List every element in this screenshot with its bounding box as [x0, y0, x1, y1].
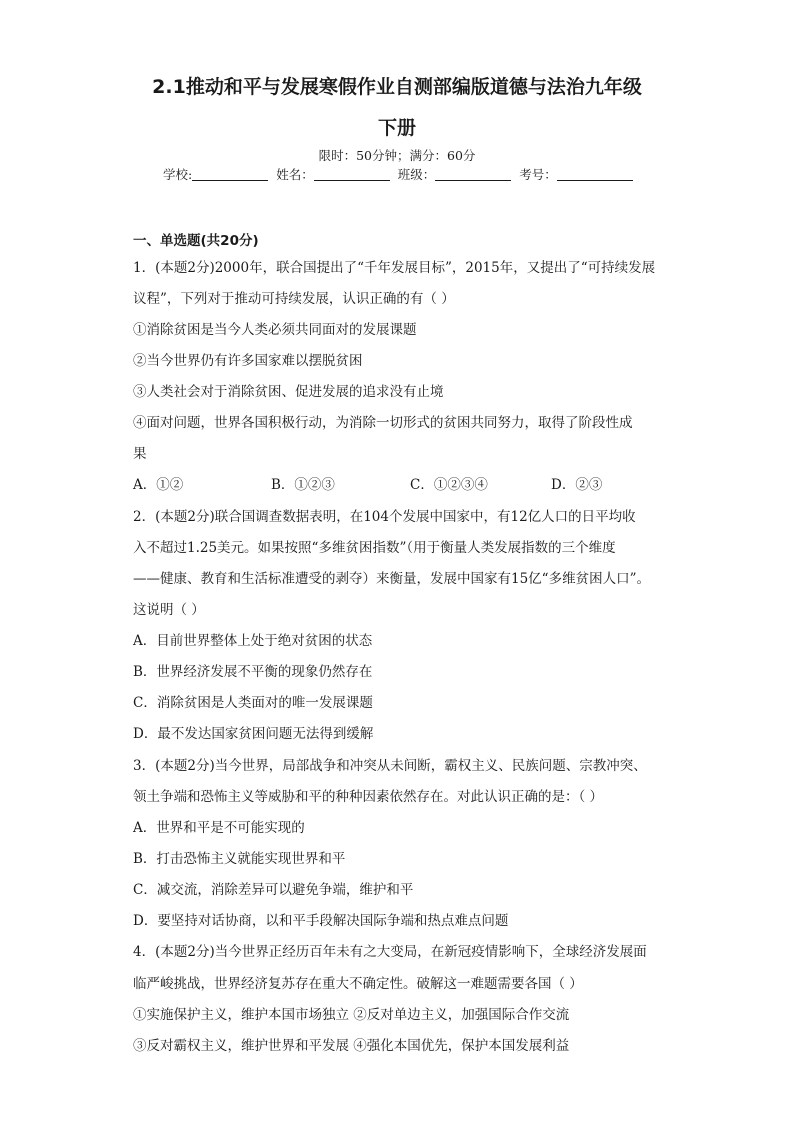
q3-option-b[interactable]: B．打击恐怖主义就能实现世界和平 [133, 851, 346, 867]
q1-statement-4-cont: 果 [133, 446, 147, 462]
q2-stem-line1: 2．(本题2分)联合国调查数据表明，在104个发展中国家中，有12亿人口的日平均收 [133, 509, 636, 525]
number-blank[interactable] [557, 167, 633, 181]
q1-stem-line2: 议程”，下列对于推动可持续发展，认识正确的有（ ） [133, 291, 455, 307]
q2-option-d[interactable]: D．最不发达国家贫困问题无法得到缓解 [133, 726, 374, 742]
q4-statements-3-4: ③反对霸权主义，维护世界和平发展 ④强化本国优先，保护本国发展利益 [133, 1038, 570, 1054]
school-label: 学校: [163, 167, 193, 182]
q2-option-a[interactable]: A．目前世界整体上处于绝对贫困的状态 [133, 633, 373, 649]
q1-stem-line1: 1．(本题2分)2000年，联合国提出了“千年发展目标”，2015年，又提出了“可持续发展 [133, 260, 656, 276]
q2-stem-line4: 这说明（ ） [133, 602, 205, 618]
school-blank[interactable] [192, 167, 268, 181]
class-label: 班级： [397, 167, 436, 182]
q3-stem-line1: 3．(本题2分)当今世界，局部战争和冲突从未间断，霸权主义、民族问题、宗教冲突、 [133, 758, 647, 774]
q1-statement-2: ②当今世界仍有许多国家难以摆脱贫困 [133, 353, 363, 369]
q2-stem-line3: ——健康、教育和生活标准遭受的剥夺）来衡量，发展中国家有15亿“多维贫困人口”。 [133, 571, 650, 587]
q3-stem-line2: 领土争端和恐怖主义等威胁和平的种种因素依然存在。对此认识正确的是：（ ） [133, 789, 604, 805]
student-info-fields [163, 165, 637, 183]
q3-option-d[interactable]: D．要坚持对话协商，以和平手段解决国际争端和热点难点问题 [133, 913, 509, 929]
document-title-line2: 下册 [377, 117, 416, 139]
q2-option-c[interactable]: C．消除贫困是人类面对的唯一发展课题 [133, 695, 373, 711]
q4-stem-line1: 4．(本题2分)当今世界正经历百年未有之大变局，在新冠疫情影响下，全球经济发展面 [133, 944, 647, 960]
class-blank[interactable] [435, 167, 511, 181]
number-label: 考号： [519, 167, 557, 182]
q2-option-b[interactable]: B．世界经济发展不平衡的现象仍然存在 [133, 664, 373, 680]
q3-option-c[interactable]: C．减交流，消除差异可以避免争端，维护和平 [133, 882, 414, 898]
q4-statements-1-2: ①实施保护主义，维护本国市场独立 ②反对单边主义，加强国际合作交流 [133, 1007, 570, 1023]
name-label: 姓名： [276, 167, 314, 182]
q1-option-d[interactable]: D．②③ [551, 477, 603, 493]
section-heading: 一、单选题(共20分) [133, 233, 259, 249]
q1-option-a[interactable]: A．①② [133, 477, 184, 493]
q1-options [133, 473, 602, 493]
q1-statement-1: ①消除贫困是当今人类必须共同面对的发展课题 [133, 322, 417, 338]
q1-statement-4: ④面对问题，世界各国积极行动，为消除一切形式的贫困共同努力，取得了阶段性成 [133, 415, 633, 431]
time-score-info: 限时：50分钟；满分：60分 [318, 148, 476, 163]
q4-stem-line2: 临严峻挑战，世界经济复苏存在重大不确定性。破解这一难题需要各国（ ） [133, 976, 583, 992]
name-blank[interactable] [314, 167, 390, 181]
document-title-line1: 2.1推动和平与发展寒假作业自测部编版道德与法治九年级 [152, 76, 642, 98]
q3-option-a[interactable]: A．世界和平是不可能实现的 [133, 820, 305, 836]
q1-option-c[interactable]: C．①②③④ [410, 477, 488, 493]
q1-option-b[interactable]: B．①②③ [271, 477, 335, 493]
q2-stem-line2: 入不超过1.25美元。如果按照“多维贫困指数”（用于衡量人类发展指数的三个维度 [133, 540, 616, 556]
q1-statement-3: ③人类社会对于消除贫困、促进发展的追求没有止境 [133, 384, 444, 400]
